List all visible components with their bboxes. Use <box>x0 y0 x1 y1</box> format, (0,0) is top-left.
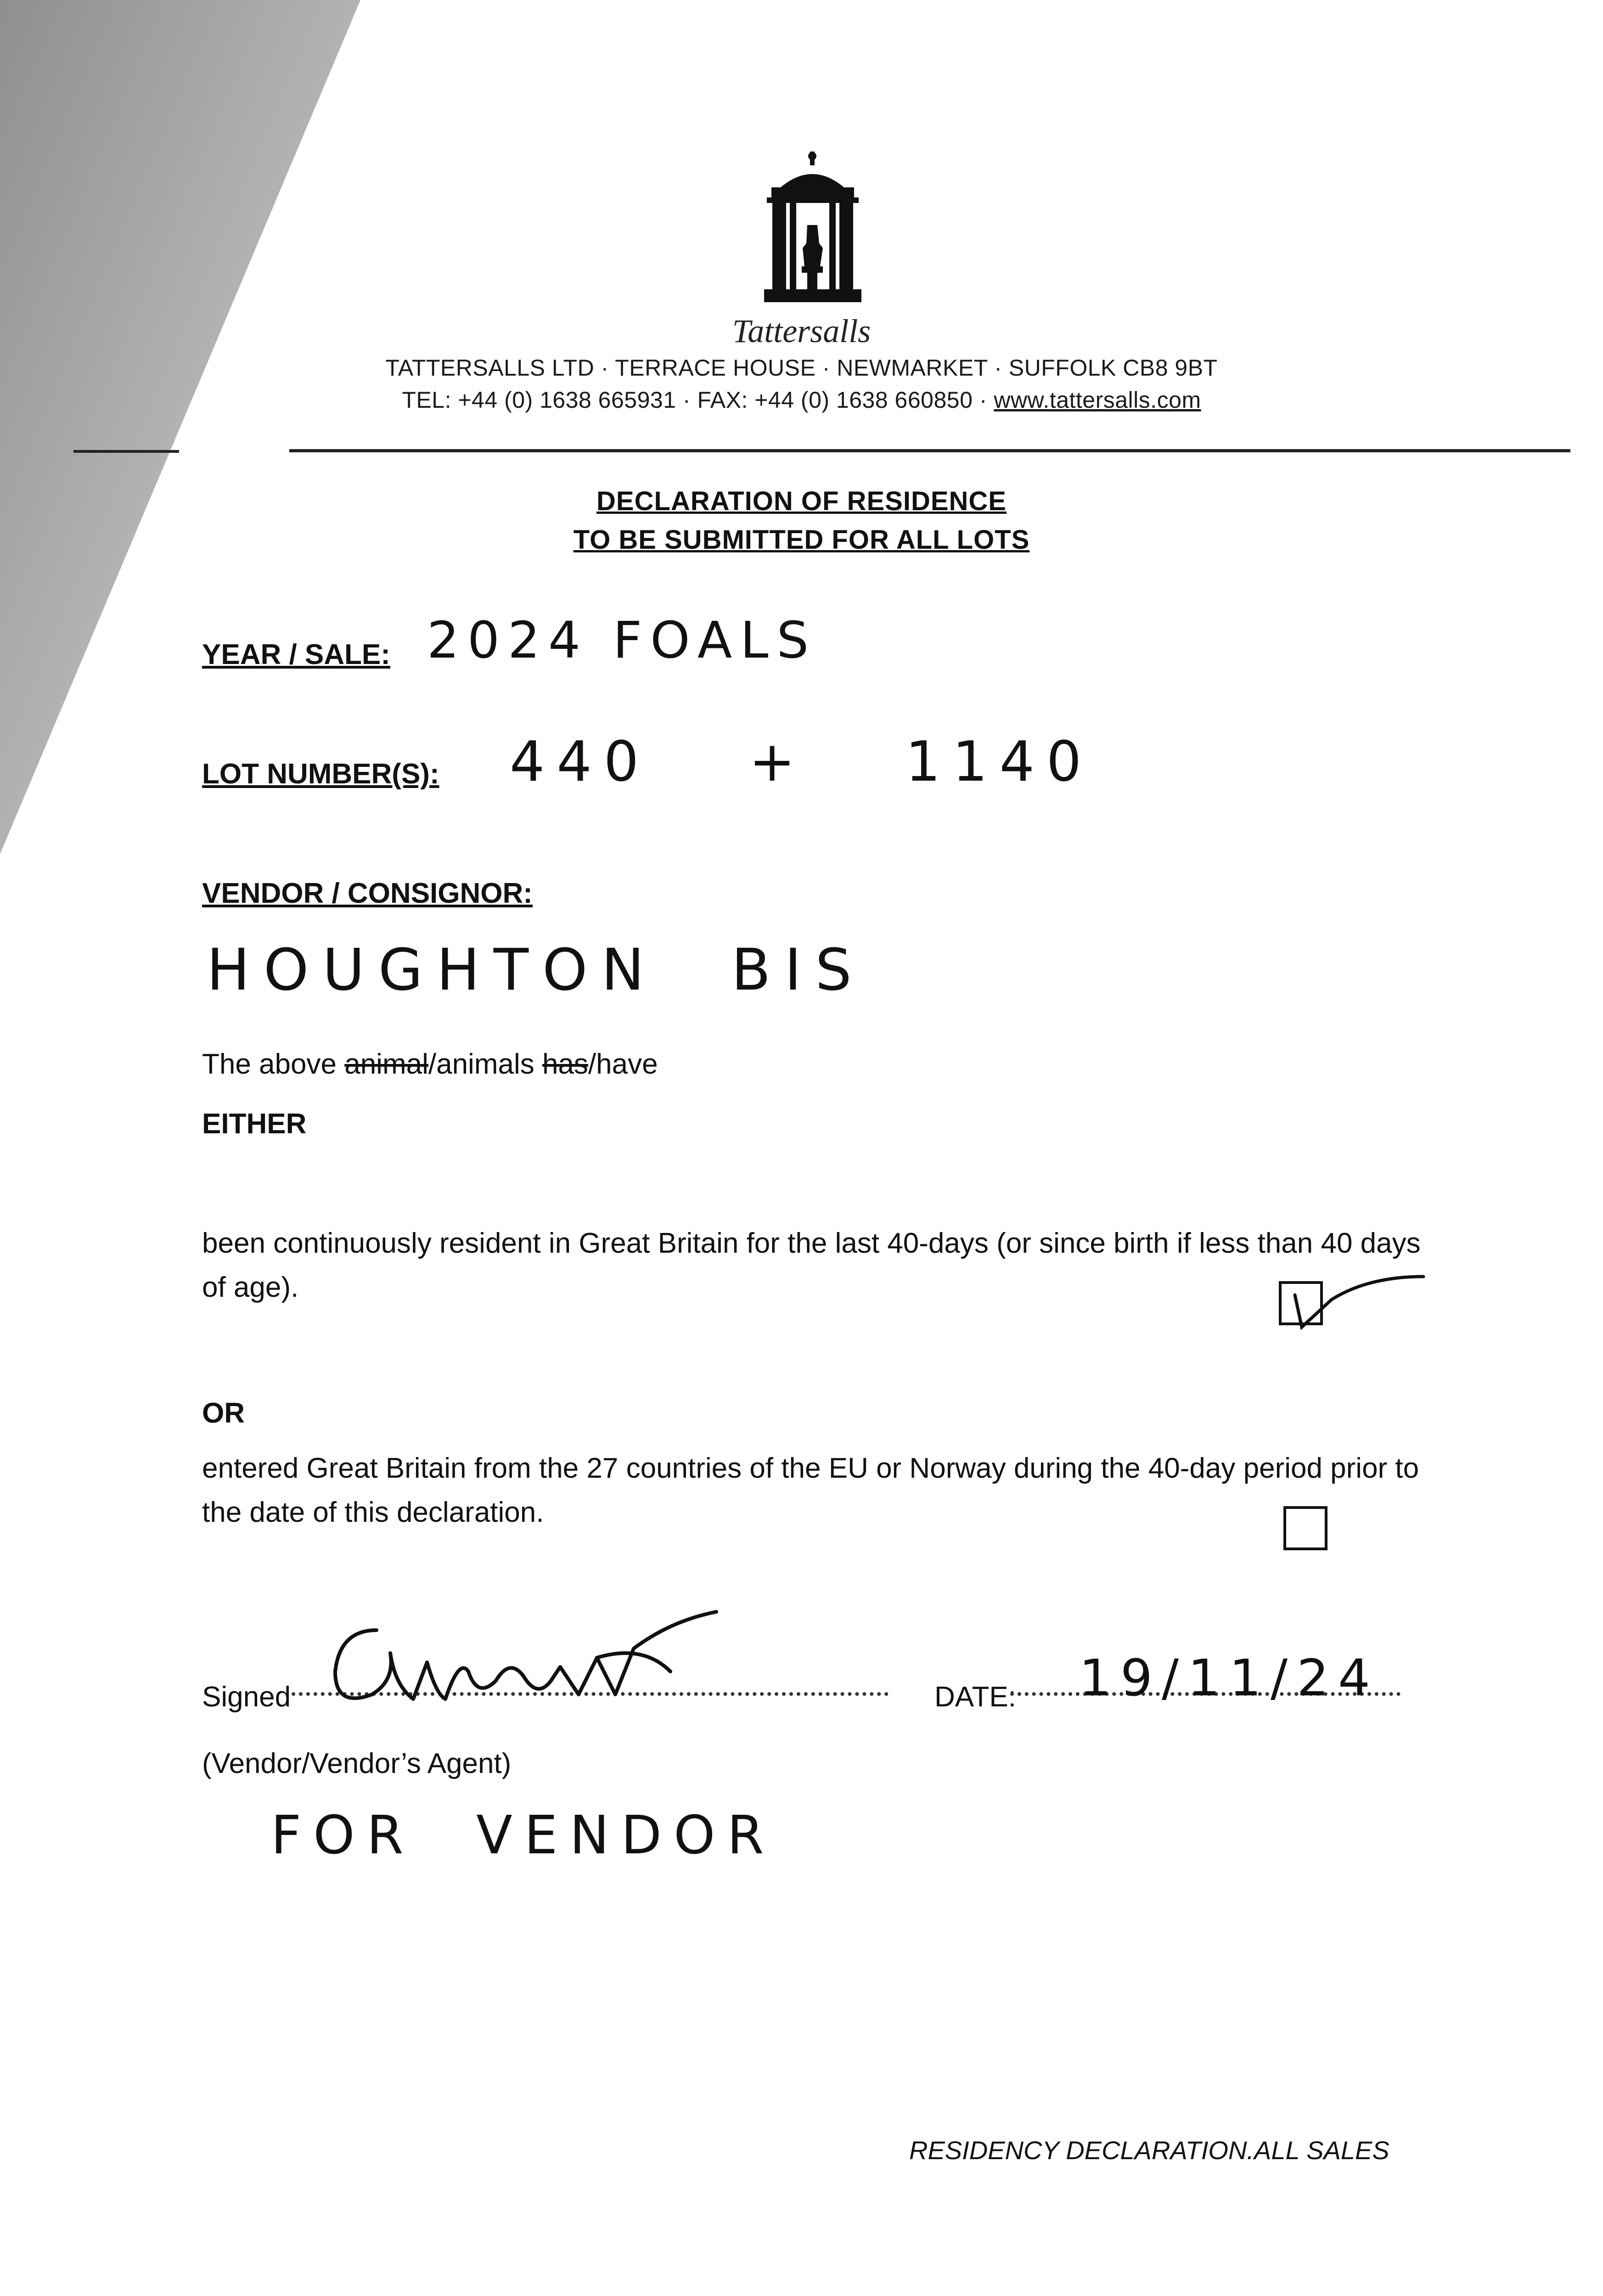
lot-numbers-label: LOT NUMBER(S): <box>202 758 439 790</box>
contact-line <box>0 387 1603 413</box>
year-sale-value: 2024 FOALS <box>427 611 817 670</box>
signed-label: Signed <box>202 1681 291 1713</box>
date-label: DATE: <box>934 1681 1016 1713</box>
struck-has: has <box>542 1048 588 1080</box>
struck-animal: animal <box>344 1048 428 1080</box>
or-heading: OR <box>202 1397 245 1429</box>
signature-scribble <box>321 1603 735 1722</box>
date-value: 19/11/24 <box>1079 1649 1380 1707</box>
either-heading: EITHER <box>202 1108 307 1140</box>
statement-suffix: /have <box>588 1048 658 1080</box>
scan-shadow <box>0 0 367 872</box>
form-subtitle: TO BE SUBMITTED FOR ALL LOTS <box>573 525 1030 555</box>
statement-middle: /animals <box>428 1048 542 1080</box>
for-vendor-note: FOR VENDOR <box>271 1805 776 1866</box>
contact-numbers: TEL: +44 (0) 1638 665931 · FAX: +44 (0) 1638 660850 · <box>402 387 994 413</box>
vendor-value: HOUGHTON BIS <box>207 937 866 1003</box>
website-link[interactable]: www.tattersalls.com <box>994 387 1201 413</box>
option-2-checkbox[interactable] <box>1283 1506 1327 1550</box>
option-2-text: entered Great Britain from the 27 countries of the EU or Norway during the 40-day period prior to the date of this declaration. <box>202 1452 1419 1528</box>
statement-prefix: The above <box>202 1048 345 1080</box>
vendor-agent-label: (Vendor/Vendor’s Agent) <box>202 1748 512 1779</box>
vendor-label: VENDOR / CONSIGNOR: <box>202 878 533 909</box>
margin-rule <box>73 450 179 453</box>
tick-mark-icon <box>1277 1267 1433 1341</box>
address-line: TATTERSALLS LTD · TERRACE HOUSE · NEWMARKET · SUFFOLK CB8 9BT <box>385 355 1218 381</box>
tattersalls-logo <box>762 152 863 308</box>
header-rule <box>289 449 1570 452</box>
option-1-text: been continuously resident in Great Britain for the last 40-days (or since birth if less than 40 days of age). <box>202 1227 1421 1303</box>
lot-numbers-value: 440 + 1140 <box>510 730 1094 794</box>
brand-name: Tattersalls <box>732 313 871 349</box>
statement-intro <box>202 1042 658 1086</box>
year-sale-label: YEAR / SALE: <box>202 639 390 670</box>
footer-reference: RESIDENCY DECLARATION.ALL SALES <box>909 2136 1389 2165</box>
form-title: DECLARATION OF RESIDENCE <box>596 486 1007 516</box>
